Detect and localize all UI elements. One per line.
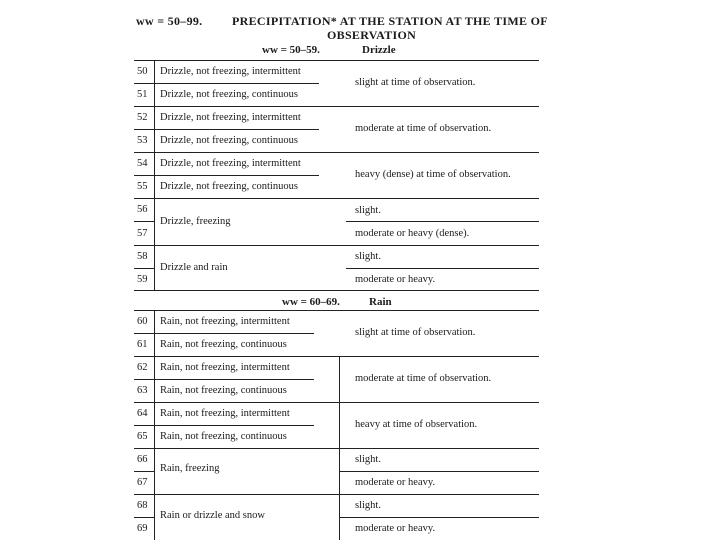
row-code: 52 (137, 112, 148, 123)
row-description: Drizzle, not freezing, continuous (160, 135, 298, 146)
rain-section-range: ww = 60–69. (282, 296, 340, 308)
qualifier-divider (346, 268, 539, 269)
row-description: Rain, not freezing, continuous (160, 431, 287, 442)
row-code: 51 (137, 89, 148, 100)
row-code: 68 (137, 500, 148, 511)
row-code: 65 (137, 431, 148, 442)
row-code: 55 (137, 181, 148, 192)
intensity-qualifier: slight. (355, 205, 381, 216)
drizzle-bottom-rule (134, 290, 539, 291)
merged-description: Drizzle, freezing (160, 216, 231, 227)
intensity-qualifier: slight. (355, 454, 381, 465)
row-divider (134, 129, 319, 130)
row-divider (134, 152, 539, 153)
row-code: 67 (137, 477, 148, 488)
qualifier-divider (339, 517, 539, 518)
row-description: Rain, not freezing, continuous (160, 339, 287, 350)
row-divider (134, 356, 539, 357)
range-label: ww = 50–99. (136, 14, 203, 28)
row-divider (134, 175, 319, 176)
row-code: 63 (137, 385, 148, 396)
row-code: 57 (137, 228, 148, 239)
row-description: Rain, not freezing, intermittent (160, 316, 290, 327)
row-divider (134, 494, 539, 495)
row-code: 64 (137, 408, 148, 419)
row-code: 59 (137, 274, 148, 285)
intensity-qualifier: moderate or heavy. (355, 274, 436, 285)
row-divider (134, 448, 539, 449)
drizzle-top-rule (134, 60, 539, 61)
intensity-qualifier: moderate or heavy (dense). (355, 228, 470, 239)
row-code: 54 (137, 158, 148, 169)
row-divider (134, 221, 154, 222)
intensity-qualifier: moderate or heavy. (355, 477, 436, 488)
row-description: Rain, not freezing, intermittent (160, 362, 290, 373)
row-code: 69 (137, 523, 148, 534)
row-divider (134, 379, 314, 380)
row-divider (134, 245, 539, 246)
page-title: PRECIPITATION* AT THE STATION AT THE TIME OF (232, 14, 548, 28)
row-code: 61 (137, 339, 148, 350)
row-description: Rain, not freezing, continuous (160, 385, 287, 396)
row-divider (134, 402, 539, 403)
row-code: 58 (137, 251, 148, 262)
row-divider (134, 268, 154, 269)
drizzle-section-range: ww = 50–59. (262, 44, 320, 56)
row-divider (134, 83, 319, 84)
row-description: Rain, not freezing, intermittent (160, 408, 290, 419)
intensity-qualifier: slight. (355, 251, 381, 262)
qualifier-divider (346, 221, 539, 222)
intensity-qualifier: slight. (355, 500, 381, 511)
row-code: 50 (137, 66, 148, 77)
intensity-qualifier: heavy at time of observation. (355, 419, 478, 430)
row-divider (134, 198, 539, 199)
row-code: 60 (137, 316, 148, 327)
merged-description: Rain or drizzle and snow (160, 510, 265, 521)
row-code: 66 (137, 454, 148, 465)
qualifier-divider (339, 471, 539, 472)
row-divider (134, 517, 154, 518)
row-description: Drizzle, not freezing, intermittent (160, 112, 301, 123)
row-divider (134, 333, 314, 334)
row-description: Drizzle, not freezing, continuous (160, 181, 298, 192)
row-description: Drizzle, not freezing, continuous (160, 89, 298, 100)
rain-section-title: Rain (369, 296, 392, 308)
intensity-qualifier: moderate at time of observation. (355, 373, 492, 384)
row-code: 56 (137, 204, 148, 215)
intensity-qualifier: moderate or heavy. (355, 523, 436, 534)
intensity-qualifier: slight at time of observation. (355, 327, 476, 338)
row-code: 53 (137, 135, 148, 146)
merged-description: Drizzle and rain (160, 262, 228, 273)
row-description: Drizzle, not freezing, intermittent (160, 66, 301, 77)
intensity-qualifier: slight at time of observation. (355, 77, 476, 88)
intensity-qualifier: moderate at time of observation. (355, 123, 492, 134)
page-title-line2: OBSERVATION (327, 28, 417, 42)
merged-description: Rain, freezing (160, 463, 220, 474)
row-code: 62 (137, 362, 148, 373)
row-description: Drizzle, not freezing, intermittent (160, 158, 301, 169)
row-divider (134, 425, 314, 426)
drizzle-section-title: Drizzle (362, 44, 396, 56)
rain-top-rule (134, 310, 539, 311)
row-divider (134, 471, 154, 472)
intensity-qualifier: heavy (dense) at time of observation. (355, 169, 511, 180)
row-divider (134, 106, 539, 107)
